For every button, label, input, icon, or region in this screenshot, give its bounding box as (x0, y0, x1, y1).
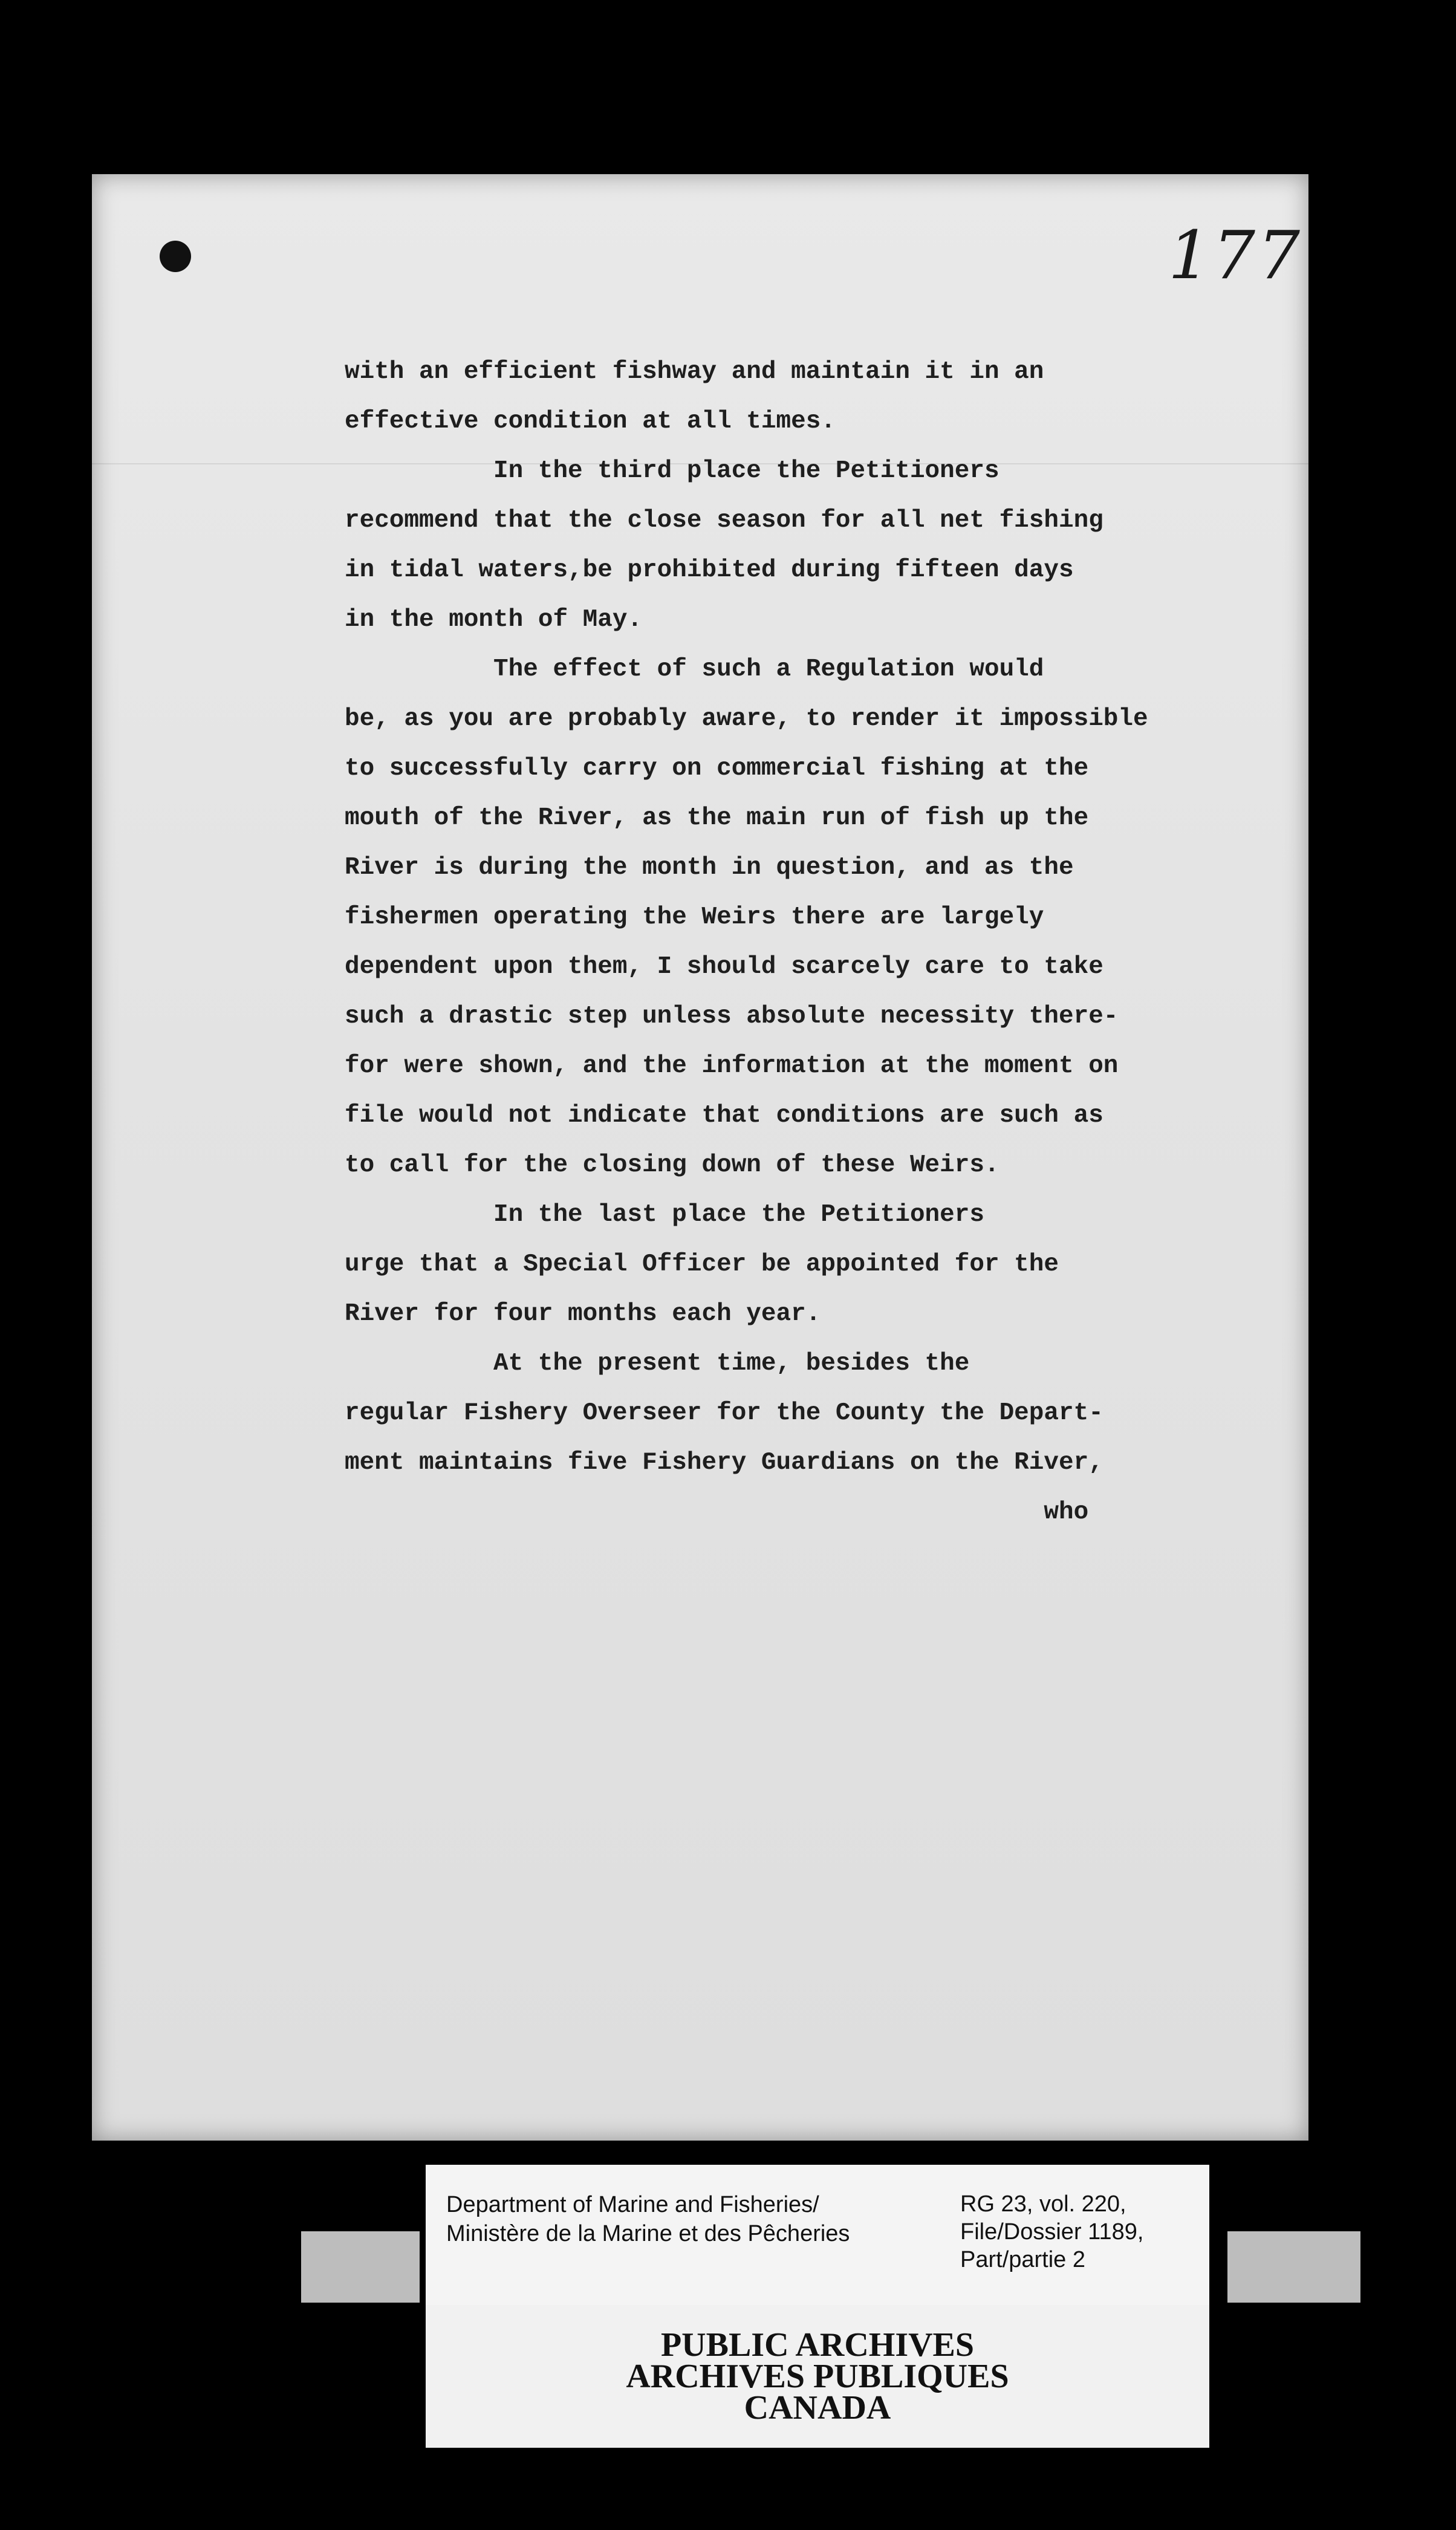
text-line: for were shown, and the information at the moment on (345, 1052, 1119, 1080)
archive-stamp (426, 2305, 1209, 2448)
reference-file: File/Dossier 1189, (960, 2219, 1144, 2245)
stamp-line-english: PUBLIC ARCHIVES (660, 2326, 975, 2364)
text-line: in tidal waters,be prohibited during fifteen days (345, 556, 1074, 584)
text-line: who (345, 1498, 1089, 1526)
text-line: mouth of the River, as the main run of fish up the (345, 804, 1089, 832)
text-line: to successfully carry on commercial fishing at the (345, 755, 1089, 782)
stamp-line-french: ARCHIVES PUBLIQUES (626, 2358, 1009, 2395)
mount-tab-right (1227, 2231, 1360, 2303)
text-line: to call for the closing down of these Weirs. (345, 1151, 999, 1179)
stamp-text (426, 2326, 1209, 2427)
text-line: regular Fishery Overseer for the County the Depart- (345, 1399, 1103, 1427)
archive-label (426, 2165, 1209, 2305)
text-line: In the last place the Petitioners (345, 1201, 984, 1229)
text-line: In the third place the Petitioners (345, 457, 999, 485)
department-french: Ministère de la Marine et des Pêcheries (446, 2221, 850, 2246)
department-name (446, 2190, 850, 2248)
archive-reference (960, 2190, 1143, 2274)
department-english: Department of Marine and Fisheries/ (446, 2192, 819, 2217)
stamp-line-country: CANADA (744, 2389, 891, 2427)
text-line: in the month of May. (345, 606, 643, 634)
mount-tab-left (301, 2231, 420, 2303)
text-line: River is during the month in question, and as the (345, 854, 1074, 882)
page-number: 177 (1168, 216, 1302, 294)
text-line: At the present time, besides the (345, 1350, 970, 1377)
text-line: be, as you are probably aware, to render it impossible (345, 705, 1148, 733)
reference-volume: RG 23, vol. 220, (960, 2191, 1126, 2217)
reference-part: Part/partie 2 (960, 2247, 1085, 2272)
text-line: fishermen operating the Weirs there are largely (345, 903, 1044, 931)
text-line: dependent upon them, I should scarcely care to take (345, 953, 1103, 981)
text-line: The effect of such a Regulation would (345, 655, 1044, 683)
text-line: file would not indicate that conditions are such as (345, 1102, 1103, 1130)
text-line: with an efficient fishway and maintain it in an (345, 358, 1044, 386)
text-line: urge that a Special Officer be appointed for the (345, 1250, 1059, 1278)
text-line: River for four months each year. (345, 1300, 821, 1328)
text-line: ment maintains five Fishery Guardians on the River, (345, 1449, 1103, 1477)
text-line: such a drastic step unless absolute necessity there- (345, 1003, 1119, 1030)
punch-hole (160, 241, 191, 272)
text-line: recommend that the close season for all net fishing (345, 507, 1103, 535)
text-line: effective condition at all times. (345, 408, 836, 435)
